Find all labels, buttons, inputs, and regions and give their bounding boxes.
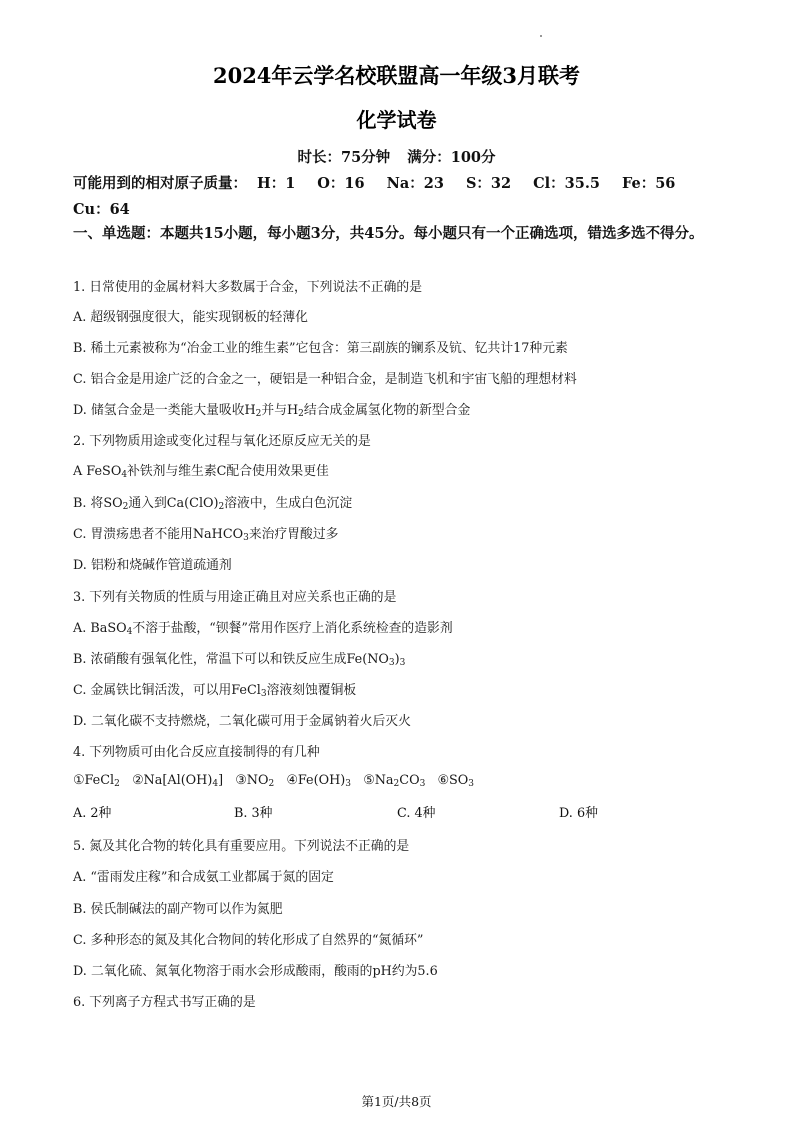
option: [73, 679, 356, 699]
text: ): [394, 652, 400, 667]
option: B. 侯氏制碱法的副产物可以作为氮肥: [73, 902, 283, 917]
question-stem: 3. 下列有关物质的性质与用途正确且对应关系也正确的是: [73, 590, 397, 605]
text: C. 金属铁比铜活泼，可以用FeCl: [73, 683, 261, 698]
option: A. “雷雨发庄稼”和合成氨工业都属于氮的固定: [73, 870, 334, 885]
text: 补铁剂与维生素C配合使用效果更佳: [127, 464, 329, 479]
subscript: 2: [122, 502, 129, 512]
text: B. 将SO: [73, 496, 123, 511]
subscript: 2: [298, 409, 304, 419]
atomic-mass-h: H：1: [257, 175, 296, 192]
text: 溶液中，生成白色沉淀: [224, 496, 353, 511]
compound: ①FeCl: [73, 773, 115, 788]
atomic-mass-label: 可能用到的相对原子质量：: [73, 175, 247, 192]
option: [73, 460, 329, 480]
option-a: A. 2种: [73, 806, 112, 821]
text: B. 浓硝酸有强氧化性，常温下可以和铁反应生成Fe(NO: [73, 652, 389, 667]
text: A FeSO: [73, 464, 122, 479]
compound: ③NO: [235, 773, 269, 788]
option: [73, 523, 338, 543]
duration: 时长：75分钟: [297, 149, 391, 166]
option: [73, 399, 470, 419]
subscript: 4: [126, 627, 133, 637]
subscript: 3: [419, 779, 426, 789]
atomic-mass-na: Na：23: [386, 175, 444, 192]
text: D. 储氢合金是一类能大量吸收H: [73, 403, 256, 418]
subscript: 2: [114, 779, 120, 789]
question-stem: 5. 氮及其化合物的转化具有重要应用。下列说法不正确的是: [73, 839, 410, 854]
option-b: B. 3种: [234, 806, 273, 821]
section-heading: 一、单选题：本题共15小题，每小题3分，共45分。每小题只有一个正确选项，错选多选不得分。: [73, 225, 704, 242]
subscript: 3: [399, 658, 406, 668]
text: C. 胃溃疡患者不能用NaHCO: [73, 527, 244, 542]
option: B. 稀土元素被称为“冶金工业的维生素”它包含：第三副族的镧系及钪、钇共计17种元素: [73, 341, 568, 356]
option: [73, 648, 405, 668]
full-score: 满分：100分: [407, 149, 496, 166]
option: C. 多种形态的氮及其化合物间的转化形成了自然界的“氮循环”: [73, 933, 424, 948]
text: 通入到Ca(ClO): [128, 496, 219, 511]
text: 不溶于盐酸，“钡餐”常用作医疗上消化系统检查的造影剂: [132, 621, 453, 636]
exam-meta: [0, 146, 793, 167]
compound: ④Fe(OH): [286, 773, 346, 788]
subscript: 2: [393, 779, 400, 789]
subscript: 3: [388, 658, 395, 668]
option-d: D. 6种: [559, 806, 598, 821]
compound-list: [73, 773, 474, 789]
exam-title: 2024年云学名校联盟高一年级3月联考: [212, 63, 581, 88]
subscript: 4: [212, 779, 219, 789]
option: A. 超级钢强度很大，能实现钢板的轻薄化: [73, 310, 308, 325]
question-stem: 2. 下列物质用途或变化过程与氧化还原反应无关的是: [73, 434, 371, 449]
subscript: 2: [218, 502, 225, 512]
option: D. 二氧化硫、氮氧化物溶于雨水会形成酸雨，酸雨的pH约为5.6: [73, 964, 438, 979]
compound: ⑥SO: [437, 773, 469, 788]
compound: ②Na[Al(OH): [132, 773, 213, 788]
subscript: 4: [121, 470, 128, 480]
atomic-mass-fe: Fe：56: [621, 175, 676, 192]
option-c: C. 4种: [397, 806, 436, 821]
page-footer: 第1页/共8页: [361, 1094, 432, 1109]
question-stem: 6. 下列离子方程式书写正确的是: [73, 995, 256, 1010]
text: 并与H: [261, 403, 299, 418]
atomic-mass-o: O：16: [317, 175, 365, 192]
compound: ⑤Na: [363, 773, 394, 788]
subscript: 3: [243, 533, 249, 543]
subscript: 3: [260, 689, 267, 699]
text: 结合成金属氢化物的新型合金: [303, 403, 471, 418]
compound: ]: [218, 773, 224, 788]
subscript: 2: [255, 409, 262, 419]
subscript: 3: [468, 779, 474, 789]
text: A. BaSO: [73, 621, 127, 636]
option: [73, 492, 352, 512]
atomic-mass-cu: Cu：64: [73, 201, 130, 218]
question-stem: 4. 下列物质可由化合反应直接制得的有几种: [73, 745, 320, 760]
subscript: 2: [268, 779, 275, 789]
option: D. 二氧化碳不支持燃烧，二氧化碳可用于金属钠着火后灭火: [73, 714, 411, 729]
atomic-mass-cl: Cl：35.5: [533, 175, 600, 192]
option: D. 铝粉和烧碱作管道疏通剂: [73, 558, 232, 573]
speck-mark: [540, 35, 542, 37]
subject-title: 化学试卷: [356, 108, 437, 132]
question-stem: 1. 日常使用的金属材料大多数属于合金，下列说法不正确的是: [73, 280, 422, 295]
option: [73, 617, 453, 637]
subscript: 3: [345, 779, 352, 789]
atomic-mass-line: [73, 172, 697, 193]
atomic-mass-s: S：32: [465, 175, 512, 192]
compound: CO: [399, 773, 420, 788]
text: 来治疗胃酸过多: [248, 527, 339, 542]
text: 溶液刻蚀覆铜板: [266, 683, 357, 698]
option: C. 铝合金是用途广泛的合金之一，硬铝是一种铝合金，是制造飞机和宇宙飞船的理想材料: [73, 372, 577, 387]
